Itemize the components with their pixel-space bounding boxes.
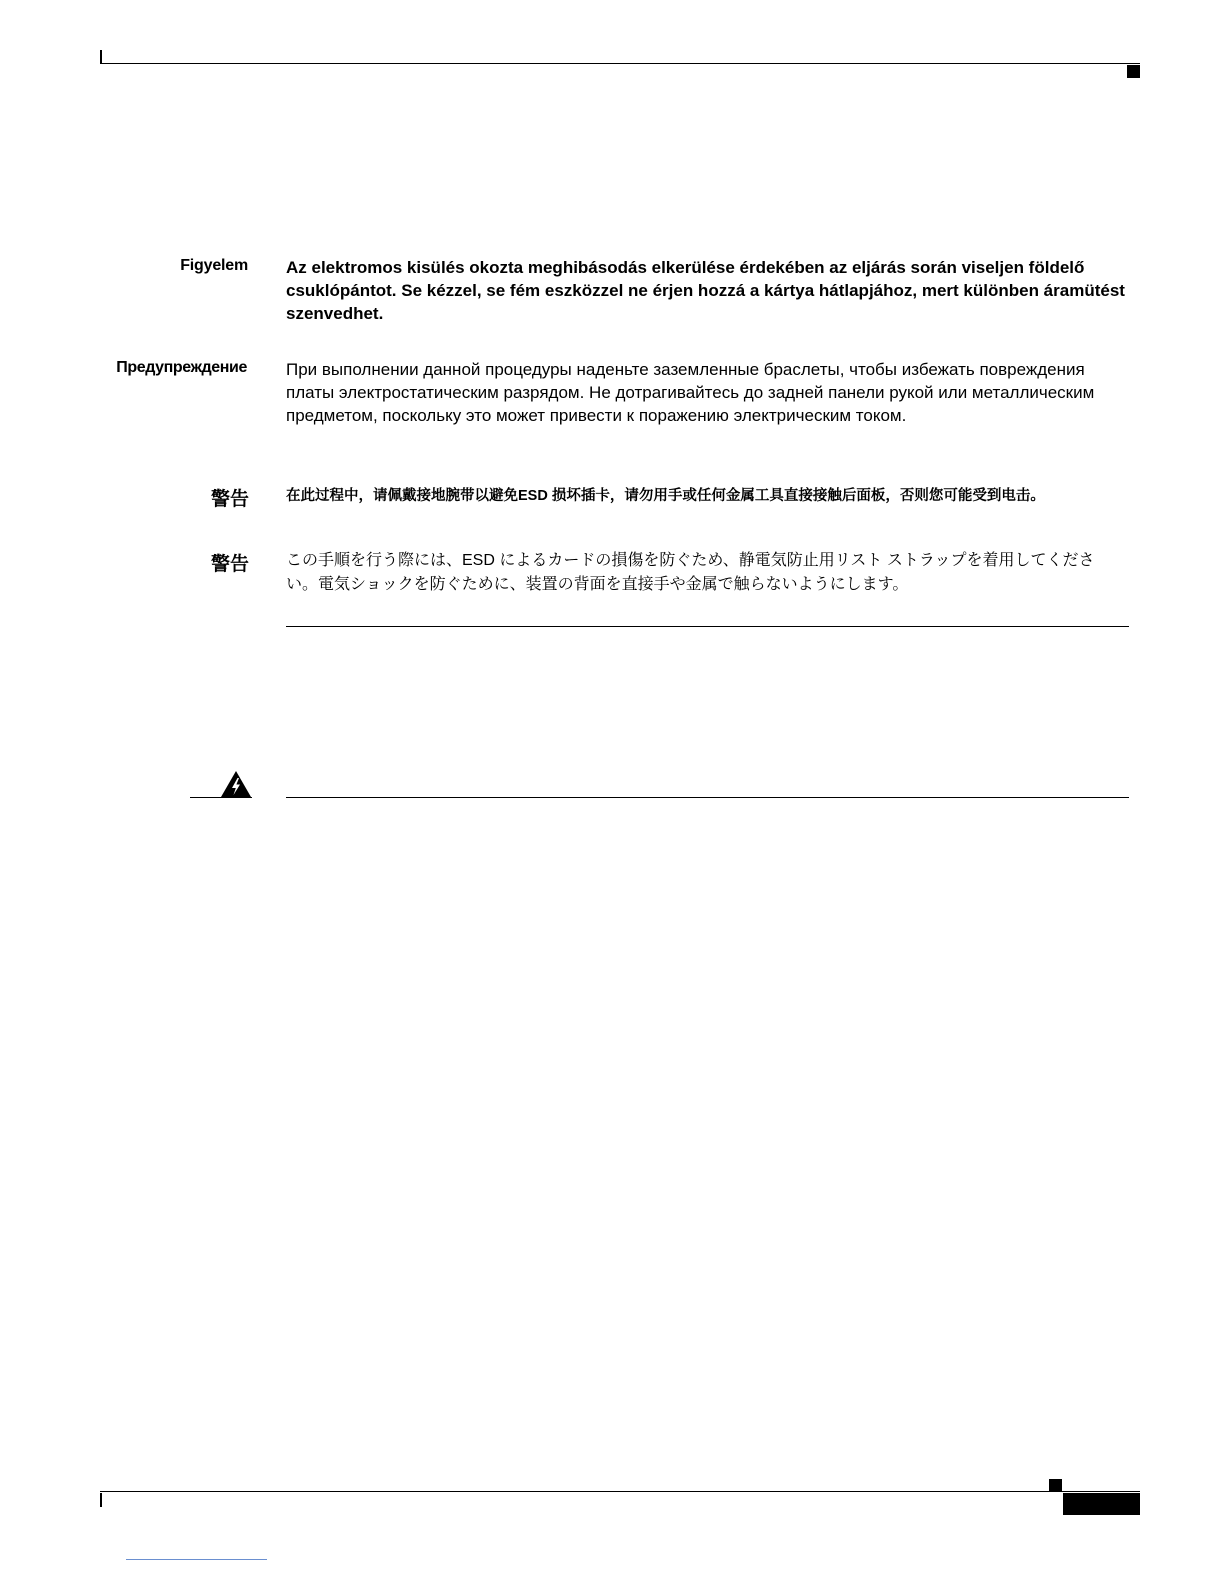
warning-icon-underline	[190, 797, 252, 798]
footer-marker	[1049, 1479, 1062, 1492]
warning-text-chinese: 在此过程中，请佩戴接地腕带以避免ESD 损坏插卡，请勿用手或任何金属工具直接接触后面板，否则您可能受到电击。	[286, 488, 1045, 504]
warning-label-hungarian: Figyelem	[180, 257, 248, 274]
warning-text-russian: При выполнении данной процедуры наденьте заземленные браслеты, чтобы избежать повреждения платы электростатическим разрядом. Не дотрагивайтесь до задней панели рукой или металлическим предметом, поскольку это может привести к поражению электрическим током.	[286, 360, 1095, 425]
footer-page-block	[1063, 1493, 1140, 1515]
warning-text-japanese: この手順を行う際には、ESD によるカードの損傷を防ぐため、静電気防止用リスト ストラップを着用してください。電気ショックを防ぐために、装置の背面を直接手や金属で触らないようにします。	[286, 552, 1095, 593]
warning-triangle-lightning-icon	[220, 770, 252, 798]
warning-label-japanese: 警告	[210, 554, 249, 575]
warning-label-chinese: 警告	[210, 489, 249, 510]
header-left-tick	[100, 50, 102, 64]
section-divider	[286, 626, 1129, 627]
warning-label-russian: Предупреждение	[116, 359, 247, 376]
footer-left-tick	[100, 1493, 102, 1507]
warning-text-hungarian: Az elektromos kisülés okozta meghibásodás elkerülése érdekében az eljárás során viseljen földelő csuklópántot. Se kézzel, se fém eszközzel ne érjen hozzá a kártya hátlapjához, mert különben áramütést szenvedhet.	[286, 258, 1125, 323]
header-marker	[1127, 65, 1140, 78]
header-rule	[100, 63, 1140, 64]
warning-divider	[286, 797, 1129, 798]
footer-rule	[100, 1491, 1140, 1492]
footer-link-underline[interactable]	[126, 1559, 267, 1560]
